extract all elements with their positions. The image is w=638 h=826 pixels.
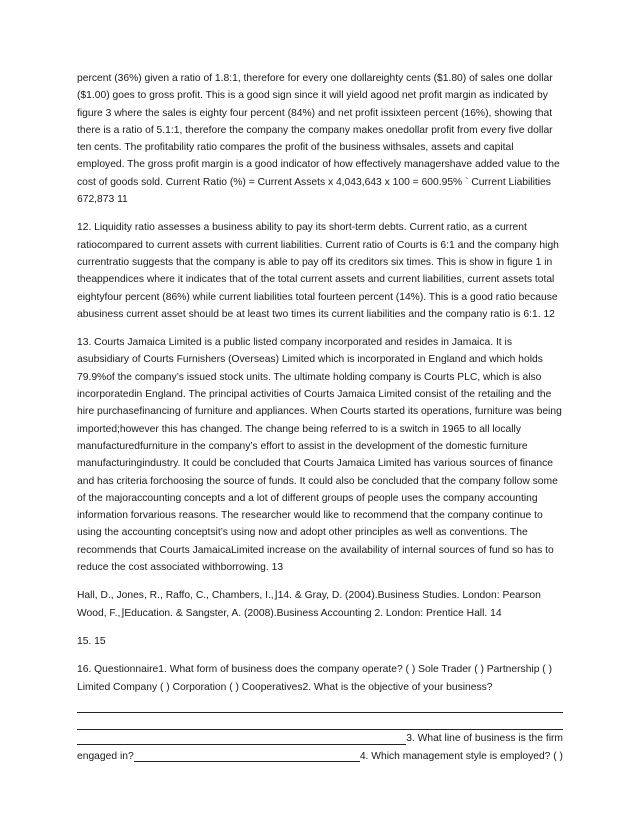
bracket-mark-1: ⌋ [273, 590, 278, 602]
bracket-mark-2: ⌋ [120, 607, 125, 619]
question-4-row [77, 748, 563, 765]
paragraph-references [77, 587, 563, 622]
paragraph-conclusion: 13. Courts Jamaica Limited is a public listed company incorporated and resides in Jamaica. It is asubsidiary of Courts Furnishers (Overseas) Limited which is incorporated in England and which holds 79.9%of the company’s issued stock units. The ultimate holding company is Courts PLC, which is also incorporatedin England. The principal activities of Courts Jamaica Limited consist of the retailing and the hire purchasefinancing of furniture and appliances. When Courts started its operations, furniture was being imported;however this has changed. The change being referred to is a switch in 1965 to all locally manufacturedfurniture in the company’s effort to assist in the development of the domestic furniture manufacturingindustry. It could be concluded that Courts Jamaica Limited has various sources of finance and has criteria forchoosing the source of funds. It could also be concluded that the company follow some of the majoraccounting concepts and a lot of different groups of people uses the company accounting information forvarious reasons. The researcher would like to recommend that the company continue to using the accounting conceptsit’s using now and adopt other principles as well as conventions. The recommends that Courts JamaicaLimited increase on the availability of internal sources of fund so has to reduce the cost associated withborrowing. 13 [77, 337, 562, 574]
answer-line-3 [77, 732, 406, 745]
question-3-continuation: engaged in? [77, 750, 134, 762]
answer-line-2 [77, 713, 563, 730]
question-3-row [77, 730, 563, 747]
reference-text-1: Hall, D., Jones, R., Raffo, C., Chambers, I., [77, 590, 274, 602]
paragraph-section-15: 15. 15 [77, 635, 106, 647]
question-3-text: 3. What line of business is the firm [406, 733, 563, 745]
reference-text-2: 14. & Gray, D. (2004).Business Studies. London: Pearson Wood, F., [77, 590, 541, 619]
document-page [77, 70, 563, 765]
paragraph-liquidity-ratio: 12. Liquidity ratio assesses a business ability to pay its short-term debts. Current ratio, as a current ratiocompared to current assets with current liabilities. Current ratio of Courts is 6:1 and the company high currentratio suggests that the company is able to pay off its creditors six times. This is show in figure 1 in theappendices where it indicates that of the total current assets and current liabilities, current assets total eightyfour percent (86%) while current liabilities total fourteen percent (14%). This is a good ratio because abusiness current asset should be at least two times its current liabilities and the company ratio is 6:1. 12 [77, 222, 559, 320]
answer-line-4 [134, 749, 360, 762]
question-4-text: 4. Which management style is employed? ( ) [359, 750, 563, 762]
paragraph-gross-profit: percent (36%) given a ratio of 1.8:1, therefore for every one dollareighty cents ($1.80) of sales one dollar ($1.00) goes to gross profit. This is a good sign since it will yield agood net profit margin as indicated by figure 3 where the sales is eighty four percent (84%) and net profit issixteen percent (16%), showing that there is a ratio of 5.1:1, therefore the company the company makes onedollar profit from every five dollar ten cents. The profitability ratio compares the profit of the business withsales, assets and capital employed. The gross profit margin is a good indicator of how effectively managershave added value to the cost of goods sold. Current Ratio (%) = Current Assets x 4,043,643 x 100 = 600.95% ` Current Liabilities 672,873 11 [77, 73, 560, 206]
reference-text-3: Education. & Sangster, A. (2008).Business Accounting 2. London: Prentice Hall. 14 [124, 607, 502, 619]
paragraph-questionnaire: 16. Questionnaire1. What form of business does the company operate? ( ) Sole Trader ( ) Partnership ( ) Limited Company ( ) Corporation ( ) Cooperatives2. What is the objective of your business? [77, 664, 553, 693]
answer-line-1 [77, 696, 563, 713]
